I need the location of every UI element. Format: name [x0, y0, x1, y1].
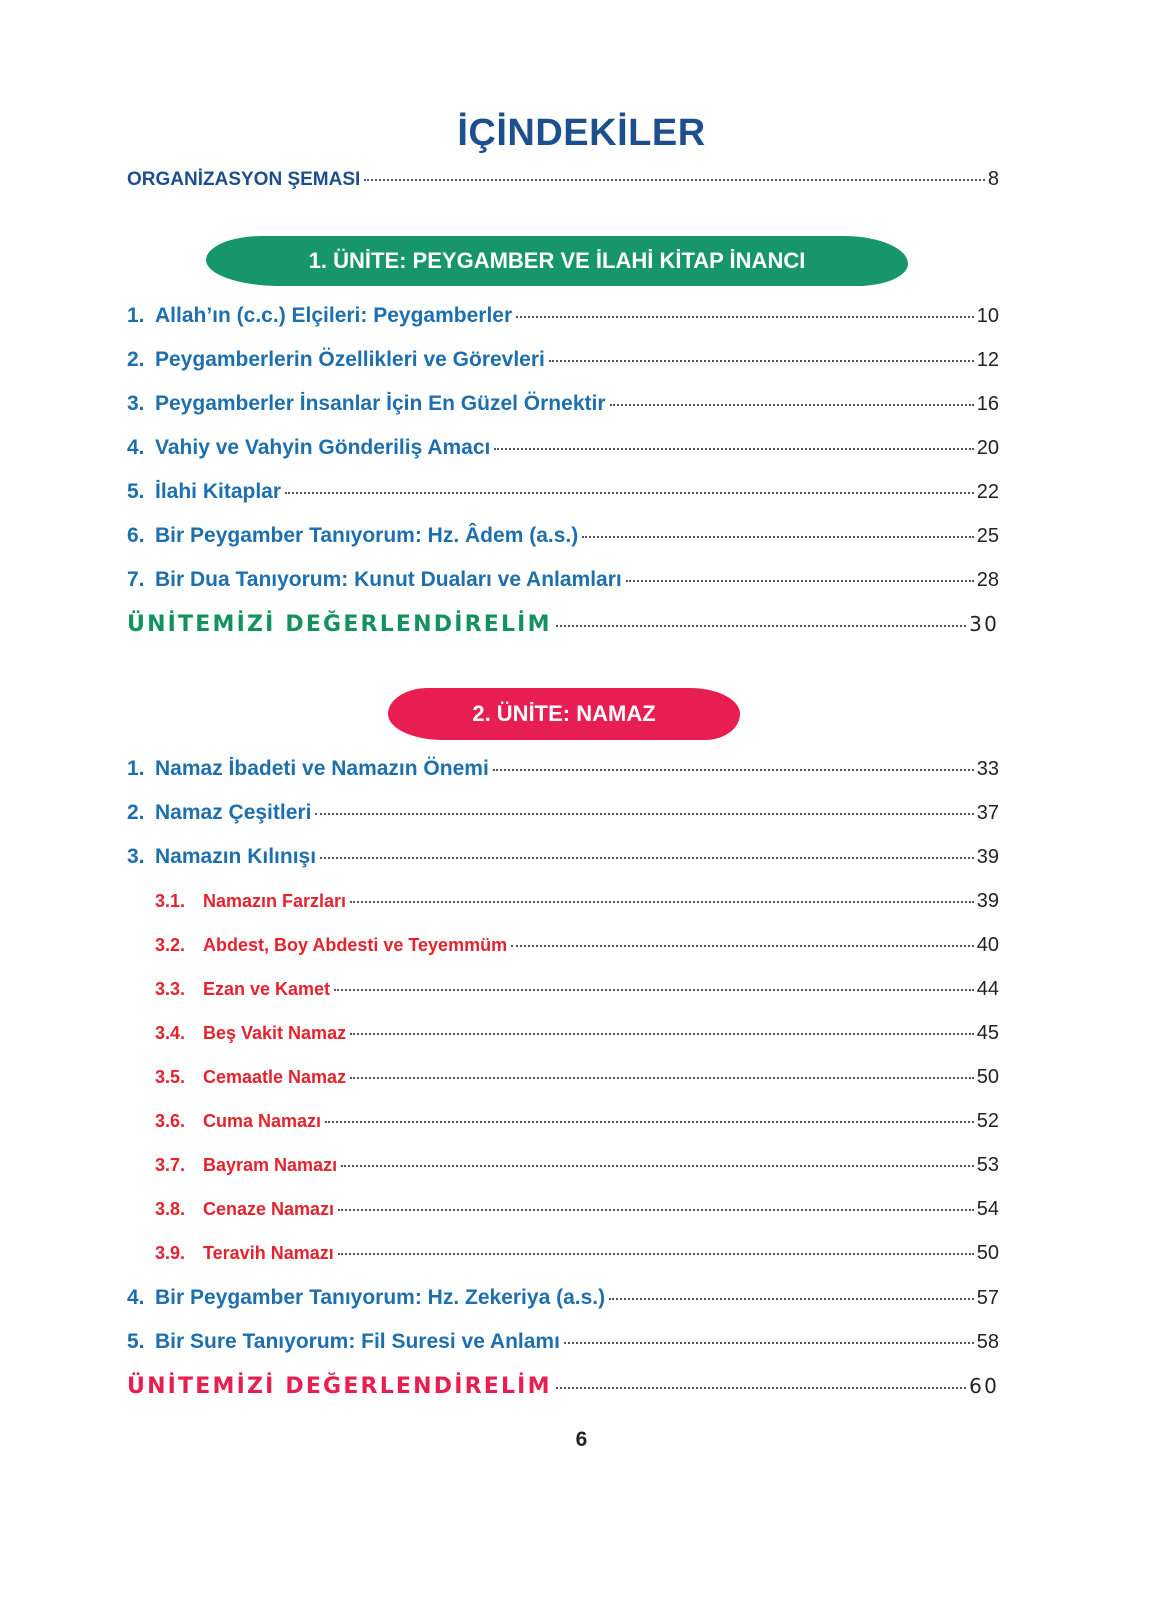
- toc-label: Abdest, Boy Abdesti ve Teyemmüm: [203, 935, 508, 955]
- toc-number: 3.5.: [155, 1067, 186, 1087]
- dot-leader: [494, 448, 973, 450]
- toc-entry[interactable]: [127, 1286, 999, 1316]
- toc-number: 1.: [127, 304, 145, 327]
- toc-number: 6.: [127, 524, 145, 547]
- toc-entry[interactable]: [127, 801, 999, 831]
- toc-entry-organization[interactable]: [127, 168, 999, 198]
- toc-number: 3.: [127, 845, 145, 868]
- toc-entry[interactable]: [127, 845, 999, 875]
- toc-number: 4.: [127, 436, 145, 459]
- toc-number: 3.6.: [155, 1111, 186, 1131]
- toc-number: 1.: [127, 757, 145, 780]
- toc-number: 3.: [127, 392, 145, 415]
- toc-number: 5.: [127, 480, 145, 503]
- dot-leader: [338, 1253, 974, 1255]
- toc-entry-evaluation[interactable]: [127, 1374, 999, 1404]
- dot-leader: [582, 536, 974, 538]
- dot-leader: [341, 1165, 974, 1167]
- toc-label: Beş Vakit Namaz: [203, 1023, 347, 1043]
- toc-page: 30: [969, 612, 999, 636]
- dot-leader: [285, 492, 974, 494]
- toc-entry[interactable]: [127, 524, 999, 554]
- toc-page: 20: [976, 437, 999, 459]
- toc-page: 50: [976, 1242, 999, 1264]
- toc-subentry[interactable]: [155, 978, 999, 1008]
- toc-number: 2.: [127, 348, 145, 371]
- toc-number: 3.9.: [155, 1243, 186, 1263]
- unit-2-banner: 2. ÜNİTE: NAMAZ: [388, 688, 740, 740]
- toc-number: 3.8.: [155, 1199, 186, 1219]
- toc-label: Teravih Namazı: [203, 1243, 334, 1263]
- toc-label: Cuma Namazı: [203, 1111, 322, 1131]
- toc-label: ÜNİTEMİZİ DEĞERLENDİRELİM: [127, 612, 552, 637]
- toc-label: Namaz İbadeti ve Namazın Önemi: [155, 757, 489, 780]
- toc-page: 52: [976, 1110, 999, 1132]
- dot-leader: [364, 179, 985, 181]
- toc-label: Bir Peygamber Tanıyorum: Hz. Âdem (a.s.): [155, 524, 579, 547]
- toc-page: 33: [976, 758, 999, 780]
- dot-leader: [334, 989, 974, 991]
- toc-page: 50: [976, 1066, 999, 1088]
- toc-page: 10: [976, 305, 999, 327]
- dot-leader: [338, 1209, 974, 1211]
- dot-leader: [350, 901, 974, 903]
- dot-leader: [609, 1298, 974, 1300]
- toc-number: 4.: [127, 1286, 145, 1309]
- toc-subentry[interactable]: [155, 1022, 999, 1052]
- toc-subentry[interactable]: [155, 1198, 999, 1228]
- page-title: İÇİNDEKİLER: [457, 112, 706, 154]
- toc-entry[interactable]: [127, 480, 999, 510]
- toc-number: 7.: [127, 568, 145, 591]
- toc-number: 5.: [127, 1330, 145, 1353]
- toc-entry[interactable]: [127, 568, 999, 598]
- toc-label: Bayram Namazı: [203, 1155, 338, 1175]
- toc-label: İlahi Kitaplar: [155, 480, 282, 503]
- toc-label: Cenaze Namazı: [203, 1199, 335, 1219]
- dot-leader: [626, 580, 974, 582]
- toc-number: 3.3.: [155, 979, 186, 999]
- dot-leader: [325, 1121, 974, 1123]
- page-number: 6: [575, 1428, 588, 1451]
- dot-leader: [511, 945, 974, 947]
- toc-entry[interactable]: [127, 392, 999, 422]
- toc-entry[interactable]: [127, 757, 999, 787]
- toc-label: Bir Peygamber Tanıyorum: Hz. Zekeriya (a.s.): [155, 1286, 606, 1309]
- toc-label: ORGANİZASYON ŞEMASI: [127, 169, 361, 190]
- toc-label: Namazın Farzları: [203, 891, 347, 911]
- dot-leader: [320, 857, 974, 859]
- toc-page: 53: [976, 1154, 999, 1176]
- toc-page: 60: [969, 1374, 999, 1398]
- toc-page: 40: [976, 934, 999, 956]
- toc-page: 44: [976, 978, 999, 1000]
- toc-entry[interactable]: [127, 348, 999, 378]
- toc-label: Namazın Kılınışı: [155, 845, 317, 868]
- toc-page: 28: [976, 569, 999, 591]
- dot-leader: [610, 404, 974, 406]
- toc-label: Bir Dua Tanıyorum: Kunut Duaları ve Anlamları: [155, 568, 622, 591]
- toc-number: 2.: [127, 801, 145, 824]
- toc-entry-evaluation[interactable]: [127, 612, 999, 642]
- toc-number: 3.7.: [155, 1155, 186, 1175]
- toc-page: 8: [987, 168, 999, 190]
- dot-leader: [516, 316, 974, 318]
- toc-number: 3.1.: [155, 891, 186, 911]
- toc-page: 54: [976, 1198, 999, 1220]
- toc-subentry[interactable]: [155, 1066, 999, 1096]
- toc-page: 39: [976, 890, 999, 912]
- unit-1-banner: 1. ÜNİTE: PEYGAMBER VE İLAHİ KİTAP İNANCI: [206, 236, 908, 286]
- toc-subentry[interactable]: [155, 1110, 999, 1140]
- toc-label: Vahiy ve Vahyin Gönderiliş Amacı: [155, 436, 491, 459]
- dot-leader: [564, 1342, 974, 1344]
- toc-entry[interactable]: [127, 436, 999, 466]
- toc-number: 3.4.: [155, 1023, 186, 1043]
- toc-page: 22: [976, 481, 999, 503]
- toc-page: 39: [976, 846, 999, 868]
- toc-subentry[interactable]: [155, 1242, 999, 1272]
- dot-leader: [493, 769, 974, 771]
- toc-entry[interactable]: [127, 304, 999, 334]
- dot-leader: [556, 625, 966, 627]
- toc-page: 12: [976, 349, 999, 371]
- toc-page: 58: [976, 1331, 999, 1353]
- toc-label: Ezan ve Kamet: [203, 979, 331, 999]
- dot-leader: [315, 813, 973, 815]
- dot-leader: [350, 1033, 974, 1035]
- toc-page: 16: [976, 393, 999, 415]
- toc-label: ÜNİTEMİZİ DEĞERLENDİRELİM: [127, 1374, 552, 1399]
- toc-number: 3.2.: [155, 935, 186, 955]
- dot-leader: [556, 1387, 966, 1389]
- toc-label: Peygamberlerin Özellikleri ve Görevleri: [155, 348, 545, 371]
- toc-label: Cemaatle Namaz: [203, 1067, 347, 1087]
- toc-label: Allah’ın (c.c.) Elçileri: Peygamberler: [155, 304, 513, 327]
- dot-leader: [549, 360, 974, 362]
- toc-label: Peygamberler İnsanlar İçin En Güzel Örnektir: [155, 392, 606, 415]
- toc-label: Namaz Çeşitleri: [155, 801, 312, 824]
- toc-label: Bir Sure Tanıyorum: Fil Suresi ve Anlamı: [155, 1330, 560, 1353]
- toc-page: 37: [976, 802, 999, 824]
- toc-page: 45: [976, 1022, 999, 1044]
- dot-leader: [350, 1077, 974, 1079]
- toc-page: 57: [976, 1287, 999, 1309]
- toc-subentry[interactable]: [155, 934, 999, 964]
- toc-page: 25: [976, 525, 999, 547]
- toc-subentry[interactable]: [155, 890, 999, 920]
- toc-entry[interactable]: [127, 1330, 999, 1360]
- toc-subentry[interactable]: [155, 1154, 999, 1184]
